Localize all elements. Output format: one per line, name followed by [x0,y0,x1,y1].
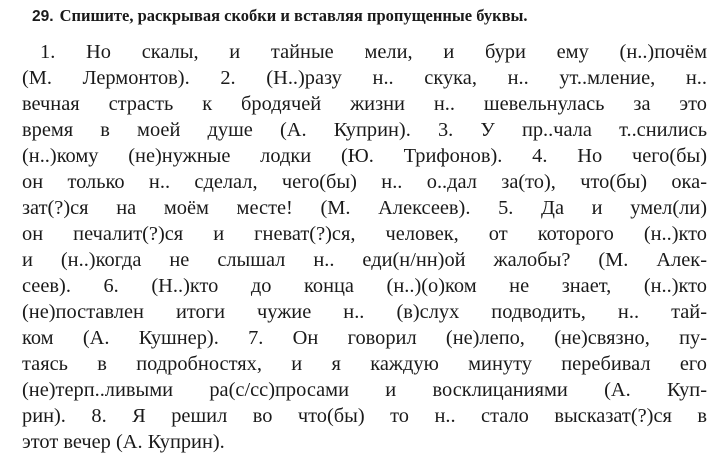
text-line: время в моей душе (А. Куприн). 3. У пр..чала т..снились [22,119,707,141]
text-line: он печалит(?)ся и гневат(?)ся, человек, от которого (н..)кто [22,223,707,245]
text-line: таясь в подробностях, и я каждую минуту перебивал его [22,353,707,375]
text-line: ком (А. Кушнер). 7. Он говорил (не)лепо, (не)связно, пу- [22,327,707,349]
exercise-text [22,39,707,455]
text-line: и (н..)когда не слышал н.. еди(н/нн)ой жалобы? (М. Алек- [22,249,707,271]
text-line: (н..)кому (не)нужные лодки (Ю. Трифонов). 4. Но чего(бы) [22,145,707,167]
exercise-heading [22,6,707,27]
text-line: (М. Лермонтов). 2. (Н..)разу н.. скука, н.. ут..мление, н.. [22,67,707,89]
text-line: 1. Но скалы, и тайные мели, и бури ему (н..)почём [40,41,707,63]
text-line: (не)терп..ливыми ра(с/сс)просами и восклицаниями (А. Куп- [22,379,707,401]
text-line: рин). 8. Я решил во что(бы) то н.. стало высказат(?)ся в [22,405,707,427]
text-line: этот вечер (А. Куприн). [22,431,225,453]
exercise-instruction: Спишите, раскрывая скобки и вставляя пропущенные буквы. [59,6,528,25]
text-line: сеев). 6. (Н..)кто до конца (н..)(о)ком не знает, (н..)кто [22,275,707,297]
text-line: он только н.. сделал, чего(бы) н.. о..дал за(то), что(бы) ока- [22,171,707,193]
text-line: зат(?)ся на моём месте! (М. Алексеев). 5. Да и умел(ли) [22,197,707,219]
text-line: вечная страсть к бродячей жизни н.. шевельнулась за это [22,93,707,115]
text-line: (не)поставлен итоги чужие н.. (в)слух подводить, н.. тай- [22,301,707,323]
exercise-number: 29. [32,8,54,25]
